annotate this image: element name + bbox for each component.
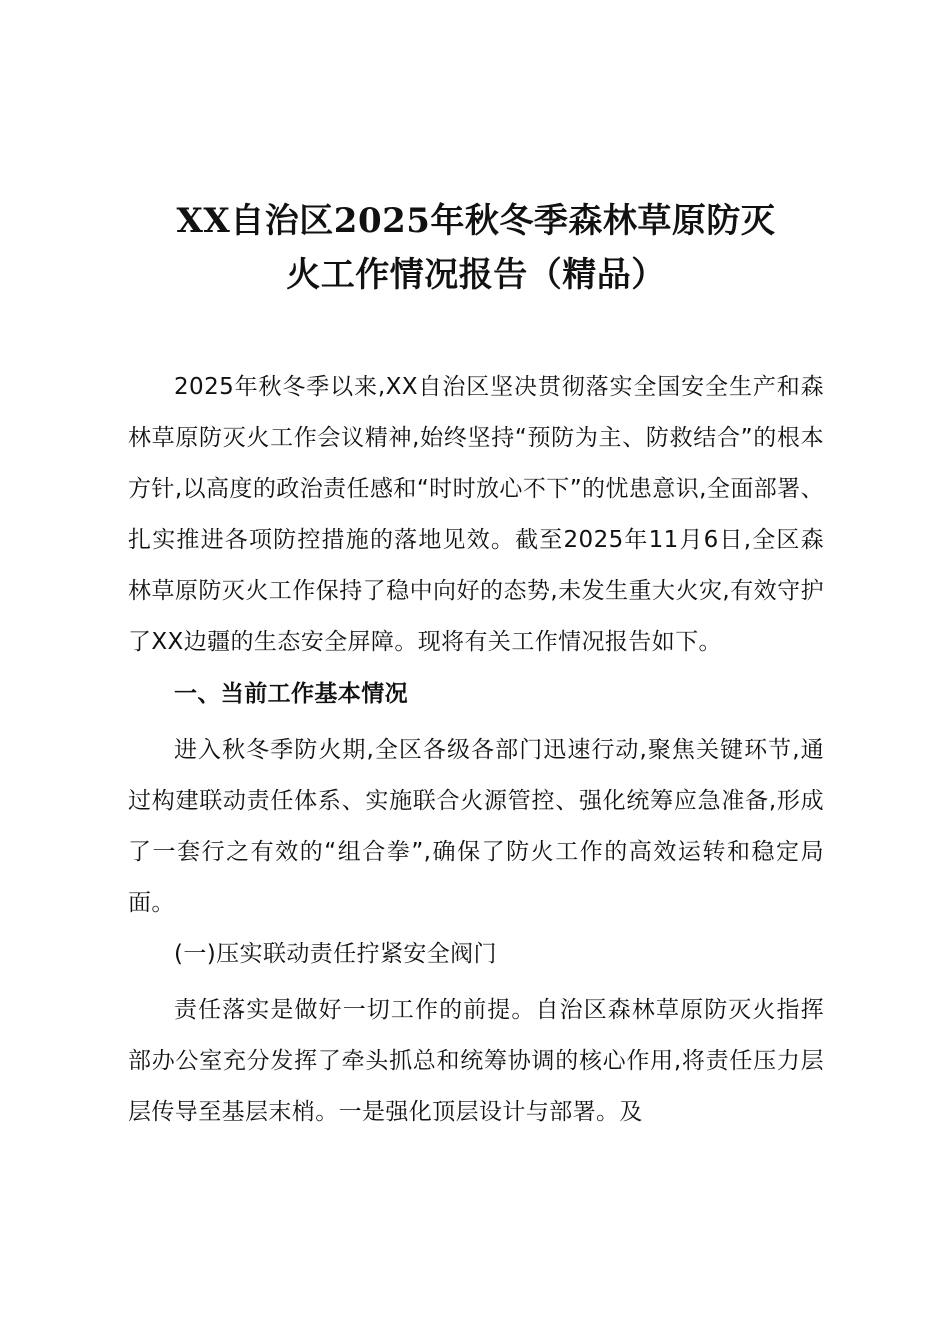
intro-paragraph: 2025年秋冬季以来,XX自治区坚决贯彻落实全国安全生产和森林草原防灭火工作会议精神,始终坚持“预防为主、防救结合”的根本方针,以高度的政治责任感和“时时放心不下”的忧患意识,全面部署、扎实推进各项防控措施的落地见效。截至2025年11月6日,全区森林草原防灭火工作保持了稳中向好的态势,未发生重大火灾,有效守护了XX边疆的生态安全屏障。现将有关工作情况报告如下。	[128, 374, 824, 655]
subsection-paragraph-1: 责任落实是做好一切工作的前提。自治区森林草原防灭火指挥部办公室充分发挥了牵头抓总和统筹协调的核心作用,将责任压力层层传导至基层末梢。一是强化顶层设计与部署。及	[128, 997, 824, 1125]
section-paragraph-1: 进入秋冬季防火期,全区各级各部门迅速行动,聚焦关键环节,通过构建联动责任体系、实施联合火源管控、强化统筹应急准备,形成了一套行之有效的“组合拳”,确保了防火工作的高效运转和稳定局面。	[128, 737, 824, 916]
document-body	[128, 362, 824, 1138]
title-line-2: 火工作情况报告（精品）	[286, 255, 666, 295]
document-title	[128, 194, 824, 302]
section-heading-1: 一、当前工作基本情况	[174, 681, 408, 707]
subsection-heading-1: (一)压实联动责任拧紧安全阀门	[174, 941, 497, 967]
title-line-1: XX自治区2025年秋冬季森林草原防灭	[176, 201, 776, 241]
